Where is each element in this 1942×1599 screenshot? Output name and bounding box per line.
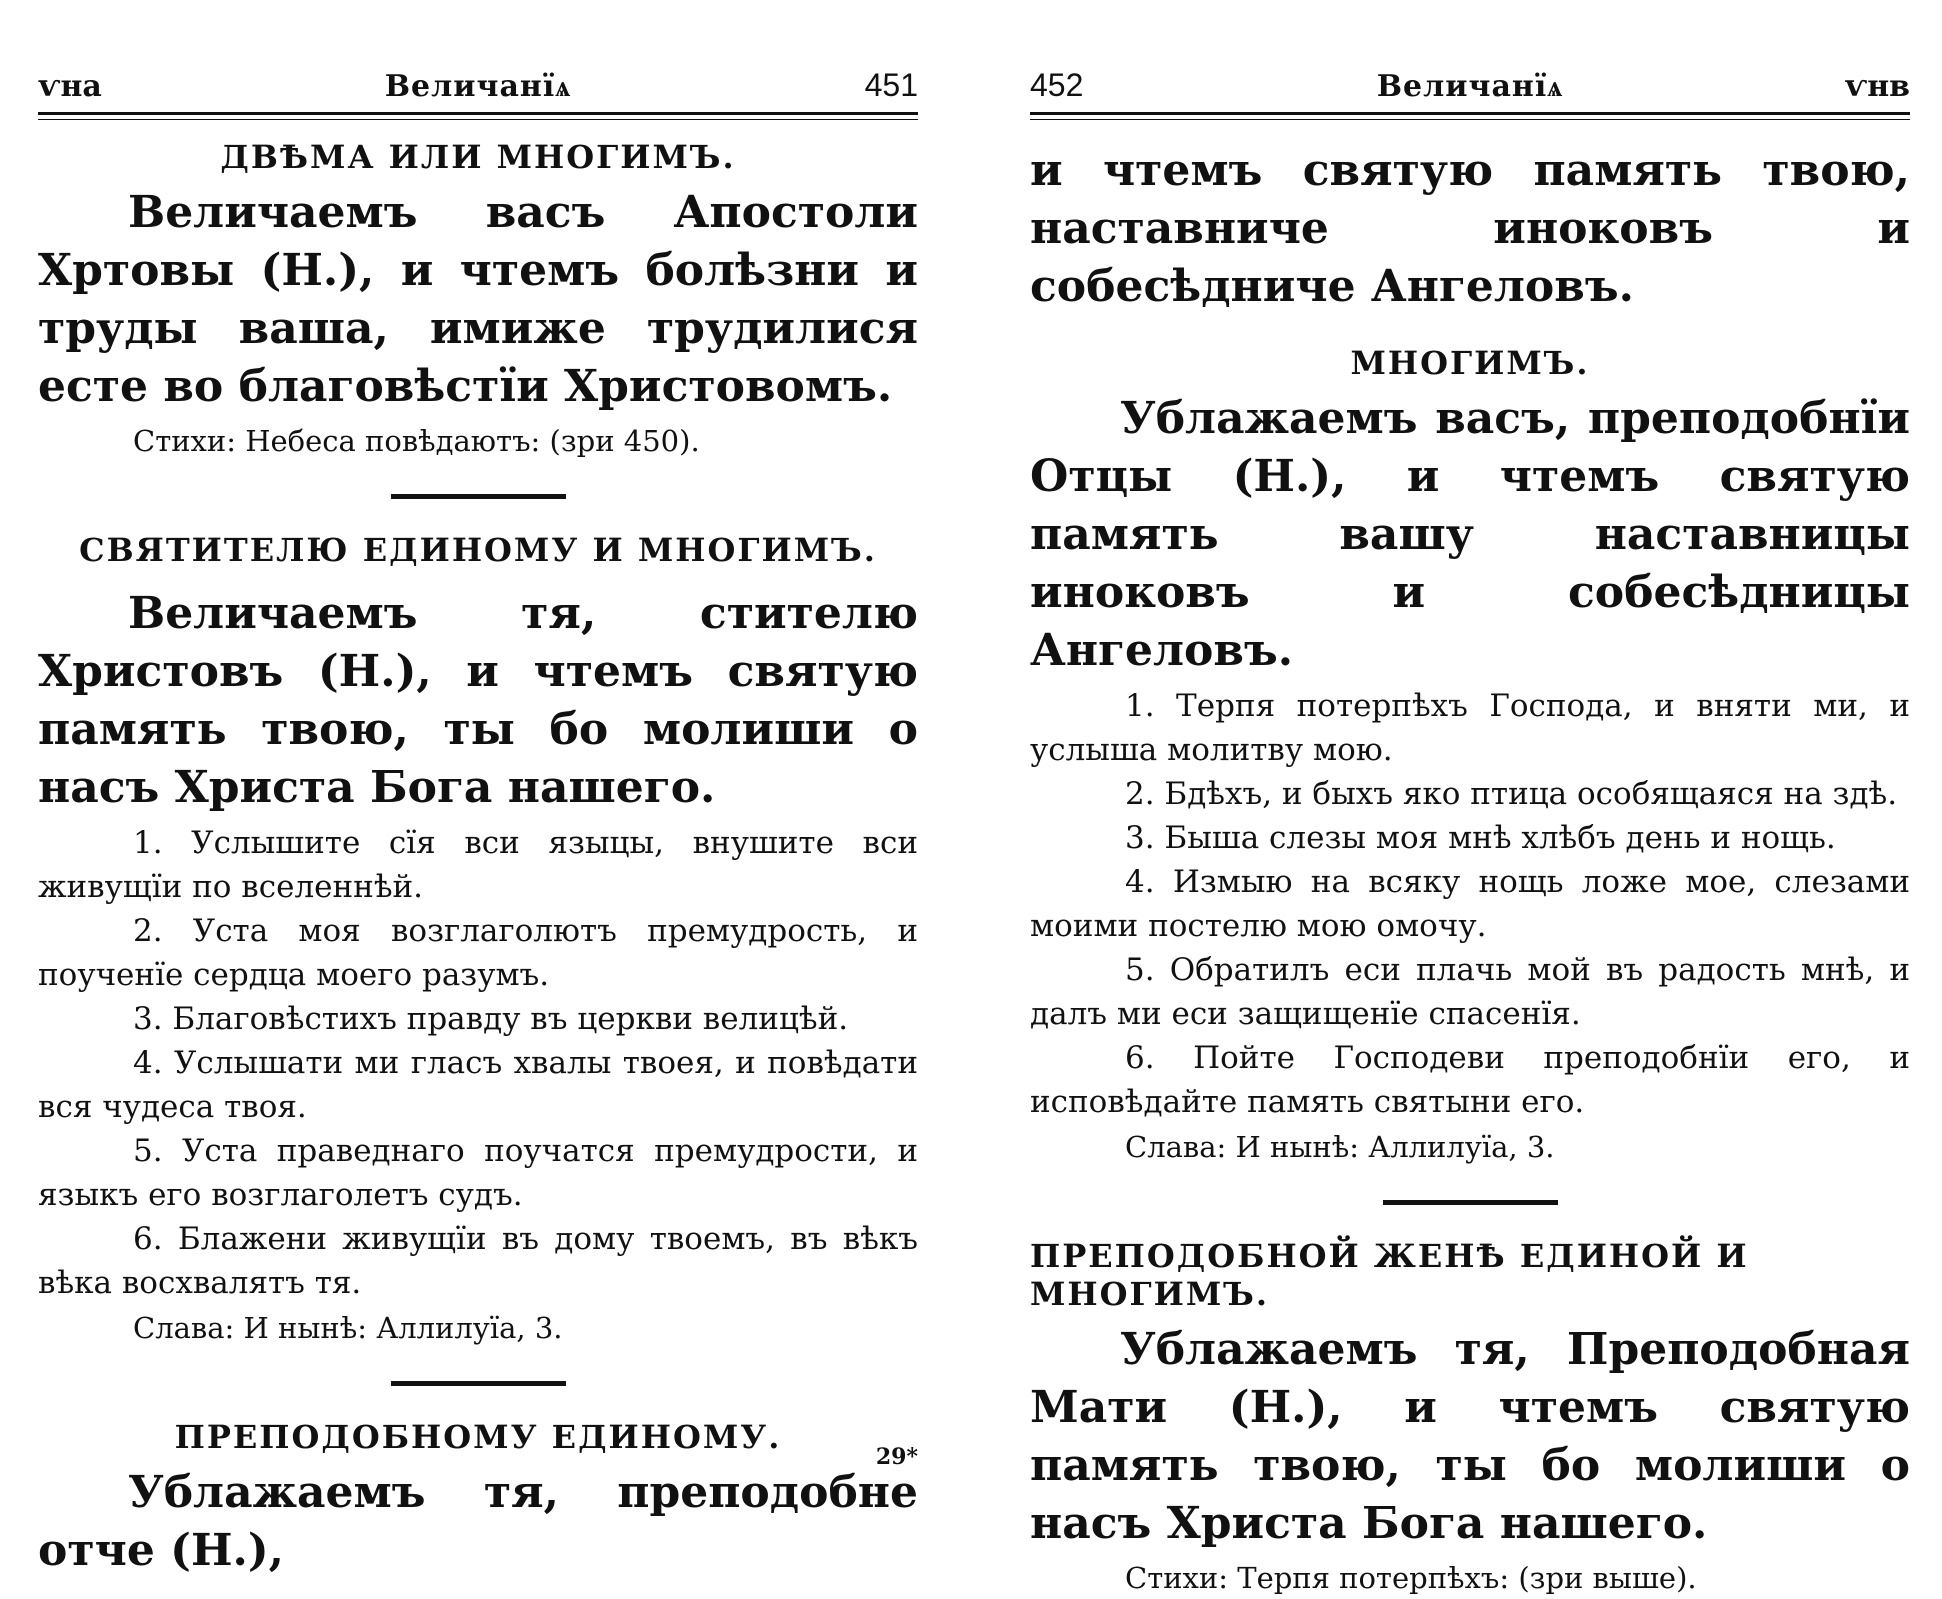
psalm-verse: 6. Блажени живущїи въ дому твоемъ, въ вѣкъ вѣка восхвалятъ тя. bbox=[38, 1221, 918, 1301]
page-number: 451 bbox=[864, 67, 918, 103]
header-rule bbox=[1030, 112, 1910, 120]
section-separator bbox=[391, 494, 566, 499]
glory-line: Слава: И нынѣ: Аллилуїа, 3. bbox=[1125, 1130, 1555, 1164]
hymn-continuation: и чтемъ святую память твою, наставниче иноковъ и собесѣдниче Ангеловъ. bbox=[1030, 145, 1910, 312]
verses-note: Стихи: Небеса повѣдаютъ: (зри 450). bbox=[133, 424, 700, 458]
running-title: Величанїѧ bbox=[1376, 69, 1564, 104]
psalm-verse: 1. Терпя потерпѣхъ Господа, и вняти ми, и услыша молитву мою. bbox=[1030, 688, 1910, 768]
section-separator bbox=[391, 1381, 566, 1386]
psalm-verse: 6. Пойте Господеви преподобнїи его, и исповѣдайте память святыни его. bbox=[1030, 1040, 1910, 1120]
section-title: МНОГИМЪ. bbox=[1350, 344, 1590, 382]
right-page bbox=[1030, 0, 1910, 1595]
section-separator bbox=[1383, 1200, 1558, 1205]
hymn-text: Величаемъ тя, стителю Христовъ (Н.), и чтемъ святую память твою, ты бо молиши о насъ Христа Бога нашего. bbox=[38, 588, 918, 813]
psalm-verse: 5. Уста праведнаго поучатся премудрости, и языкъ его возглаголетъ судъ. bbox=[38, 1133, 918, 1213]
slavonic-page-number: ѵна bbox=[38, 69, 102, 104]
slavonic-page-number: ѵнв bbox=[1844, 69, 1910, 104]
psalm-verse: 2. Бдѣхъ, и быхъ яко птица особящаяся на здѣ. bbox=[1125, 776, 1898, 812]
section-title: СВЯТИТЕЛЮ ЕДИНОМУ И МНОГИМЪ. bbox=[79, 531, 877, 569]
psalm-verse: 4. Услышати ми гласъ хвалы твоея, и повѣдати вся чудеса твоя. bbox=[38, 1045, 918, 1125]
hymn-text: Величаемъ васъ Апостоли Хртовы (Н.), и чтемъ болѣзни и труды ваша, имиже трудилися есте во благовѣстїи Христовомъ. bbox=[38, 187, 918, 412]
psalm-verse: 5. Обратилъ еси плачь мой въ радость мнѣ, и далъ ми еси защищенїе спасенїя. bbox=[1030, 952, 1910, 1032]
running-title: Величанїѧ bbox=[384, 69, 572, 104]
page-number: 452 bbox=[1030, 67, 1084, 103]
running-head bbox=[1030, 62, 1910, 112]
header-rule bbox=[38, 112, 918, 120]
hymn-text: Ублажаемъ тя, Преподобная Мати (Н.), и чтемъ святую память твою, ты бо молиши о насъ Христа Бога нашего. bbox=[1030, 1324, 1910, 1549]
section-title: ДВѢМА ИЛИ МНОГИМЪ. bbox=[220, 138, 736, 176]
psalm-verse: 4. Измыю на всяку нощь ложе мое, слезами моими постелю мою омочу. bbox=[1030, 864, 1910, 944]
section-title: ПРЕПОДОБНОЙ ЖЕНѢ ЕДИНОЙ И МНОГИМЪ. bbox=[1030, 1237, 1749, 1313]
hymn-text: Ублажаемъ васъ, преподобнїи Отцы (Н.), и чтемъ святую память вашу наставницы иноковъ и собесѣдницы Ангеловъ. bbox=[1030, 393, 1910, 676]
left-page bbox=[38, 0, 918, 1576]
verses-note: Стихи: Терпя потерпѣхъ: (зри выше). bbox=[1125, 1561, 1697, 1595]
section-title: ПРЕПОДОБНОМУ ЕДИНОМУ. bbox=[174, 1418, 782, 1456]
printer-signature: 29* bbox=[875, 1444, 918, 1470]
psalm-verse: 3. Благовѣстихъ правду въ церкви велицѣй. bbox=[133, 1001, 849, 1037]
psalm-verse: 3. Быша слезы моя мнѣ хлѣбъ день и нощь. bbox=[1125, 820, 1836, 856]
running-head bbox=[38, 62, 918, 112]
psalm-verse: 1. Услышите сїя вси языцы, внушите вси живущїи по вселеннѣй. bbox=[38, 825, 918, 905]
hymn-text: Ублажаемъ тя, преподобне отче (Н.), bbox=[38, 1467, 918, 1576]
psalm-verse: 2. Уста моя возглаголютъ премудрость, и поученїе сердца моего разумъ. bbox=[38, 913, 918, 993]
glory-line: Слава: И нынѣ: Аллилуїа, 3. bbox=[133, 1311, 563, 1345]
